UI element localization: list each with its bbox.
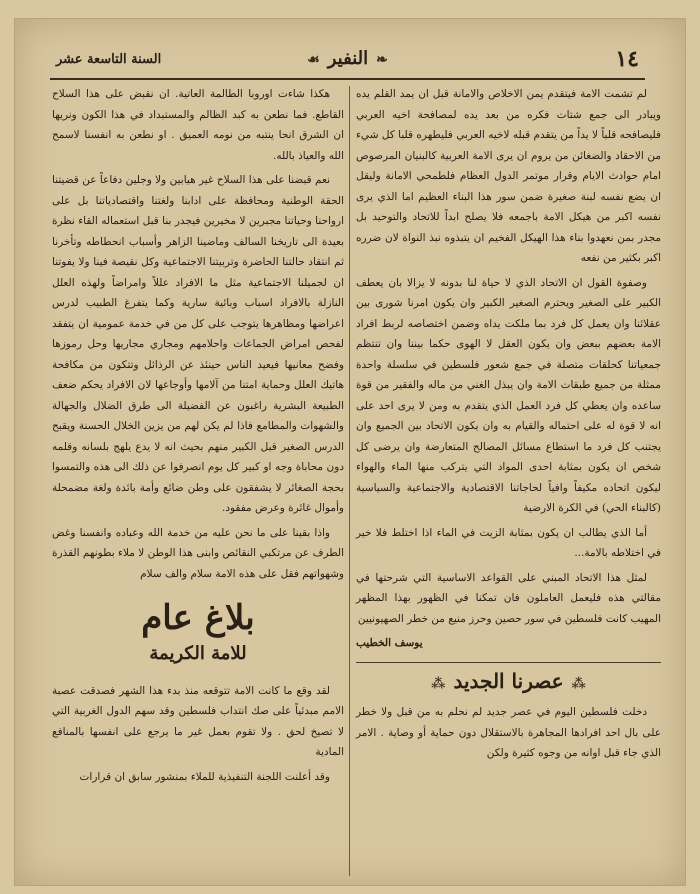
section-title (356, 668, 661, 695)
notice-subtitle: للامة الكريمة (149, 643, 247, 664)
article-paragraph: هكذا شاءت اوروبا الطالمة العاتية. ان نقبض على هذا السلاح القاطع. فما نطعن به كبد الظالم والمستبداد في هذا الكون ونريها ان الشرق انحا ينتبه من نومه العميق . او نطعن به انفسنا لاسمح الله والعياذ بالله. (52, 88, 344, 162)
notice-title: بلاغ عام (141, 598, 255, 638)
column-divider (349, 86, 350, 876)
ornament-icon: ⁂ (431, 675, 446, 692)
notice-paragraph: وقد أعلنت اللجنة التنفيذية للملاء بمنشور سابق ان قرارات (79, 770, 330, 783)
article-paragraph: أما الذي يطالب ان يكون بمثابة الزيت في الماء اذا اختلط فلا خير في اختلاطه بالامة... (356, 526, 661, 559)
section-title-text: عصرنا الجديد (453, 668, 564, 693)
masthead-rule (50, 78, 645, 80)
page-number: ١٤ (615, 46, 639, 72)
left-column (52, 84, 344, 791)
article-paragraph: لم تشمت الامة فيتقدم يمن الاخلاص والامانة قبل ان يمد القلم يده ويبادر الى جمع شتات فكره من بعد يده لمصافحة اخيه العربي فليصافحه قلباً لا يداً من يتقدم قبله لاخيه العربي فليطهره قلبا كل شيء من الاحقاد والضغائن من يروم ان يرى الامة العربية كالبنيان المرصوص امام حوادث الايام وقرار موتمر الدول العظام فلطمحي الامانة وليقل ان يضع نفسه لبنة صغيرة ضمن سور هذا البناء العظيم اما الذي يرى نفسه اكبر من هيكل الامة باجمعه فلا يصلح ابداً للاتحاد والتوحيد بل مجدر بمن نعهدوا بناء هذا الهيكل الفخيم ان يتبذوه نبذ النواة لان ضرره اكبر بكثير من نفعه (356, 88, 661, 264)
article-paragraph: لمثل هذا الاتحاد المبني على القواعد الاساسية التي شرحتها في مقالتي هذه فليعمل العاملون فان تمكنا في الظهور بهذا المظهر المهيب كانت فلسطين في سور حصين وحرز منيع من خطر الصهيونيين (356, 571, 661, 625)
article-paragraph: نعم قبضنا على هذا السلاح غير هيابين ولا وجلين دفاعاً عن قضيتنا الحقة الوطنية ومحافظة على ادابنا ولغتنا واقتصادياتنا بل على ارواحنا وحياتنا مجبرين لا مخيرين فيجدر بنا قبل استعماله القاء نظرة بعيدة الى تاريخنا السالف وماضينا الزاهر وأسباب انحطاطه وتأخرنا ثم انتقاد حالتنا الحاضرة وتربيتنا الاجتماعية وكل نقيصة فينا ولا يفوتنا ان لجميلنا الاجتماعية مثل ما الافراد عللاً وامراضاً ولهذه العلل النازلة بالافراد اسباب وبائية سارية وكما يتفرغ الطبيب لدرس اعراضها ومظاهرها يتوجب على كل من في خدمة عمومية ان يتفقد لفحص امراض الجماعات واحلامهم ومجاري مجاريها وحل رموزها وفضح معانيها فيعيد الناس حينئذ عن الرذائل وتتكون من مكافحة هاتيك العلل وحماية امتنا من آلامها وأوجاعها لان الافراد يحكم ضعف الطبيعة البشرية راغبون عن الفضيلة الى طرق الضلال والجهالة والشهوات والمطامع فاذا لم يكن لهم من يزين الخلال الحسنة ويقبح الدرس الصغير قبل الكبير منهم بحيث انه لا يدع يلهج بلسانه وقلمه دون محاباة وجه او كبير كل يوم انصرفوا عن ذلك الى هذه والتمسوا بحجة الصغائر لا يشفقون على وطن ضائع وأمة بائدة ولغة مضمحلة وأموال غائرة وعرض مفقود. (52, 174, 344, 514)
volume-year: السنة التاسعة عشر (56, 52, 162, 67)
newspaper-title-text: النفير (327, 48, 369, 69)
article-paragraph: واذا بقينا على ما نحن عليه من خدمة الله وعباده وانفسنا وغض الطرف عن مرتكبي النقائص وابنى هذا الوطن لا ملاء بطونهم القذرة وشهواتهم فقل على هذه الامة سلام والف سلام (52, 526, 344, 580)
ornament-icon: ☙ (307, 52, 320, 68)
right-column (356, 84, 661, 768)
ornament-icon: ⁂ (571, 675, 586, 692)
newspaper-title (299, 48, 396, 69)
author-signature: يوسف الخطيب (356, 637, 423, 649)
section-rule (356, 662, 661, 663)
article-paragraph: وصفوة القول ان الاتحاد الذي لا حياة لنا بدونه لا يزالا بان يعطف الكبير على الصغير ويحترم الصغير الكبير وان يكون امرنا شورى بين عقلائنا وان يعمل كل فرد بما ملكت يداه وضمن اختصاصه لربط افراد الامة بعضهم ببعض وان يكون العقل لا الهوى حكما بيننا وان تنتظم جمعياتنا كحلقات متصلة في جمع شعور فلسطين في سلسلة واحدة ممثلة من جميع طبقات الامة وان يبذل الغني من ماله والفقير من قوة ساعده وان يعطي كل فرد العمل الذي يتقدم به ومن لا يرى احد على انه لا قوة له على احتماله والقيام به وان يكون الاتحاد بين الجميع وان يجتنب كل فرد ما استطاع مسائل المصالح المتعارضة وان يرضى كل شخص ان يكون بمثابة احدى المواد التي يتركب منها الماء والهواء ليكون اتحاده مكيفاً وافياً لحاجاتنا الاقتصادية والاجتماعية والسياسية (كالبناء الحي) في الكرة الارضية (356, 276, 661, 514)
masthead (50, 44, 645, 80)
author-signature-line (356, 633, 661, 654)
notice-paragraph: لقد وقع ما كانت الامة تتوقعه منذ بدء هذا الشهر فصدقت عصبة الامم مبدئياً على صك انتداب فلسطين وقد سهم الدول الغربية التي لا تصيخ لحق . ولا تقوم بعمل غير ما يرجع على انفسها بالمنافع المادية (52, 684, 344, 758)
article-paragraph: دخلت فلسطين اليوم في عصر جديد لم نحلم به من قبل ولا خطر على بال احد افرادها المجاهرة بالاستقلال دون حماية أو وصاية . الامر الذي جاء قبل اوانه من وجوه كثيرة ولكن (356, 706, 661, 759)
ornament-icon: ❧ (376, 52, 388, 68)
